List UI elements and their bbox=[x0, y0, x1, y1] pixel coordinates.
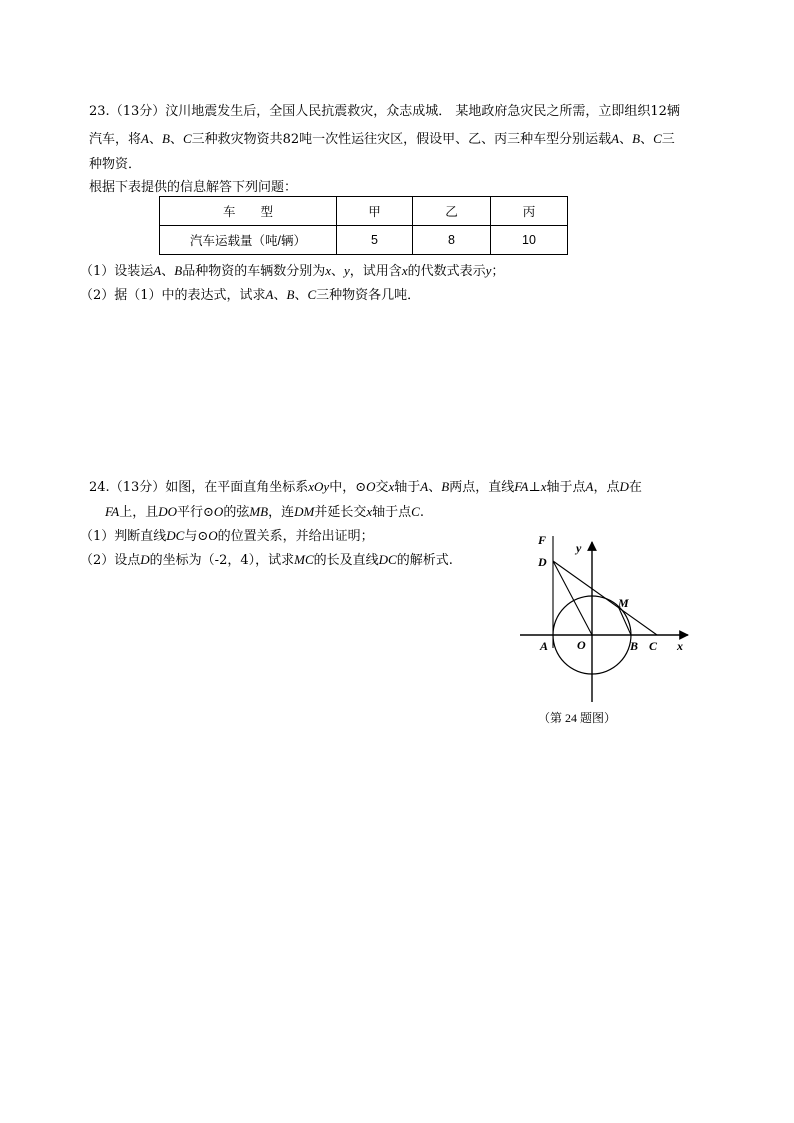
var-C: C bbox=[411, 504, 420, 519]
label-x: x bbox=[677, 639, 683, 653]
q23-part-2 bbox=[80, 287, 420, 304]
q24-score: （13分） bbox=[109, 480, 166, 495]
q24-p1-b: 与⊙ bbox=[184, 529, 209, 544]
sep: 、 bbox=[428, 480, 442, 495]
table-row bbox=[160, 197, 568, 226]
q23-p1-a: （1）设装运 bbox=[80, 264, 154, 279]
var-A: A bbox=[611, 131, 620, 146]
q23-part-1 bbox=[80, 263, 504, 280]
q24-l2-b: 平行⊙ bbox=[177, 505, 214, 520]
q24-l2-f: 轴于点 bbox=[372, 505, 412, 520]
table-header-cell: 丙 bbox=[491, 197, 568, 226]
q24-l1-d: 轴于 bbox=[394, 480, 421, 495]
var-D: D bbox=[140, 552, 150, 567]
q24-p2-d: 的解析式. bbox=[396, 553, 453, 568]
q23-p2-a: （2）据（1）中的表达式，试求 bbox=[80, 288, 266, 303]
var-C: C bbox=[653, 131, 662, 146]
q23-p1-c: ，试用含 bbox=[349, 264, 402, 279]
sep: 、 bbox=[294, 288, 308, 303]
label-M: M bbox=[618, 596, 629, 610]
segment-DO bbox=[553, 561, 592, 635]
q24-l1-c: 交 bbox=[375, 480, 389, 495]
q23-p1-b: 品种物资的车辆数分别为 bbox=[182, 264, 326, 279]
var-A: A bbox=[265, 287, 274, 302]
var-MB: MB bbox=[249, 504, 269, 519]
var-FA: FA bbox=[514, 479, 529, 494]
var-O: O bbox=[208, 528, 218, 543]
q24-l1-b: 中，⊙ bbox=[329, 480, 367, 495]
var-C: C bbox=[307, 287, 317, 302]
q24-figure bbox=[510, 530, 700, 735]
var-A: A bbox=[153, 263, 162, 278]
sep: 、 bbox=[161, 264, 175, 279]
q24-line-2 bbox=[105, 504, 424, 521]
vehicle-table bbox=[159, 196, 568, 255]
table-header-cell: 甲 bbox=[337, 197, 413, 226]
q23-text-2a: 汽车，将 bbox=[89, 132, 142, 147]
var-A: A bbox=[141, 131, 149, 146]
q24-part-1 bbox=[80, 528, 374, 545]
table-cell: 汽车运载量（吨/辆） bbox=[160, 226, 337, 255]
var-B: B bbox=[161, 131, 170, 146]
perp: ⊥ bbox=[528, 480, 541, 495]
var-DO: DO bbox=[158, 504, 178, 519]
var-D: D bbox=[619, 479, 629, 494]
q24-l2-e: 并延长交 bbox=[314, 505, 367, 520]
var-A: A bbox=[420, 479, 429, 494]
q23-text-2b: 三种救灾物资共82吨一次性运往灾区，假设甲、乙、丙三种车型分别运载 bbox=[191, 132, 612, 147]
var-xOy: xOy bbox=[308, 479, 330, 494]
q24-l1-e: 两点，直线 bbox=[449, 480, 515, 495]
label-A: A bbox=[540, 639, 549, 653]
segment-MB bbox=[618, 606, 631, 635]
q24-part-2 bbox=[80, 552, 453, 569]
table-header-cell: 车 型 bbox=[160, 197, 337, 226]
q24-l2-a: 上，且 bbox=[119, 505, 159, 520]
var-x: x bbox=[540, 479, 547, 494]
label-y: y bbox=[576, 541, 582, 555]
q24-number: 24. bbox=[89, 480, 110, 495]
q23-number: 23. bbox=[89, 104, 110, 119]
label-C: C bbox=[649, 639, 658, 653]
q23-score: （13分） bbox=[109, 104, 166, 119]
table-cell: 10 bbox=[491, 226, 568, 255]
q24-l2-c: 的弦 bbox=[223, 505, 250, 520]
var-y: y bbox=[344, 263, 350, 278]
var-B: B bbox=[632, 131, 641, 146]
var-A: A bbox=[585, 479, 594, 494]
period: . bbox=[419, 505, 424, 520]
var-C: C bbox=[182, 131, 192, 146]
label-D: D bbox=[538, 555, 547, 569]
q23-text-2c: 三 bbox=[661, 132, 675, 147]
q24-p2-b: 的坐标为（-2，4），试求 bbox=[149, 553, 295, 568]
sep: 、 bbox=[619, 132, 633, 147]
var-O: O bbox=[366, 479, 376, 494]
var-DC: DC bbox=[166, 528, 185, 543]
var-MC: MC bbox=[294, 552, 314, 567]
figure-caption: （第 24 题图） bbox=[538, 711, 617, 725]
q23-text-1: 汶川地震发生后，全国人民抗震救灾，众志成城． 某地政府急灾民之所需，立即组织12辆 bbox=[165, 104, 680, 119]
q24-p2-c: 的长及直线 bbox=[313, 553, 379, 568]
label-B: B bbox=[630, 639, 639, 653]
var-y: y bbox=[485, 263, 492, 278]
var-B: B bbox=[441, 479, 450, 494]
q23-p1-e: ； bbox=[491, 264, 505, 279]
q23-p1-d: 的代数式表示 bbox=[407, 264, 486, 279]
table-cell: 8 bbox=[413, 226, 491, 255]
q24-l1-h: 在 bbox=[628, 480, 642, 495]
label-O: O bbox=[577, 638, 586, 652]
q23-p2-b: 三种物资各几吨． bbox=[316, 288, 421, 303]
sep: 、 bbox=[148, 132, 162, 147]
var-DC: DC bbox=[378, 552, 397, 567]
q24-p2-a: （2）设点 bbox=[80, 553, 141, 568]
sep: 、 bbox=[273, 288, 287, 303]
q24-p1-a: （1）判断直线 bbox=[80, 529, 167, 544]
q24-l1-a: 如图，在平面直角坐标系 bbox=[165, 480, 309, 495]
var-B: B bbox=[286, 287, 295, 302]
sep: 、 bbox=[169, 132, 183, 147]
segment-DC bbox=[553, 561, 657, 635]
label-F: F bbox=[538, 533, 547, 547]
q24-p1-c: 的位置关系，并给出证明； bbox=[217, 529, 374, 544]
var-x: x bbox=[366, 504, 373, 519]
q23-intro: 根据下表提供的信息解答下列问题： bbox=[89, 180, 298, 195]
q24-l1-f: 轴于点 bbox=[546, 480, 586, 495]
q23-line-2 bbox=[89, 131, 675, 148]
q23-line-3: 种物资． bbox=[89, 157, 142, 172]
var-x: x bbox=[325, 263, 331, 278]
var-x: x bbox=[401, 263, 408, 278]
sep: 、 bbox=[331, 264, 345, 279]
table-header-cell: 乙 bbox=[413, 197, 491, 226]
var-x: x bbox=[388, 479, 395, 494]
var-B: B bbox=[174, 263, 183, 278]
table-cell: 5 bbox=[337, 226, 413, 255]
q24-line-1 bbox=[89, 479, 642, 496]
q24-l2-d: ，连 bbox=[268, 505, 295, 520]
var-FA: FA bbox=[105, 504, 120, 519]
table-row bbox=[160, 226, 568, 255]
sep: 、 bbox=[640, 132, 654, 147]
var-O: O bbox=[213, 504, 224, 519]
q23-line-1 bbox=[89, 104, 680, 120]
var-DM: DM bbox=[294, 504, 315, 519]
q24-l1-g: ，点 bbox=[593, 480, 620, 495]
